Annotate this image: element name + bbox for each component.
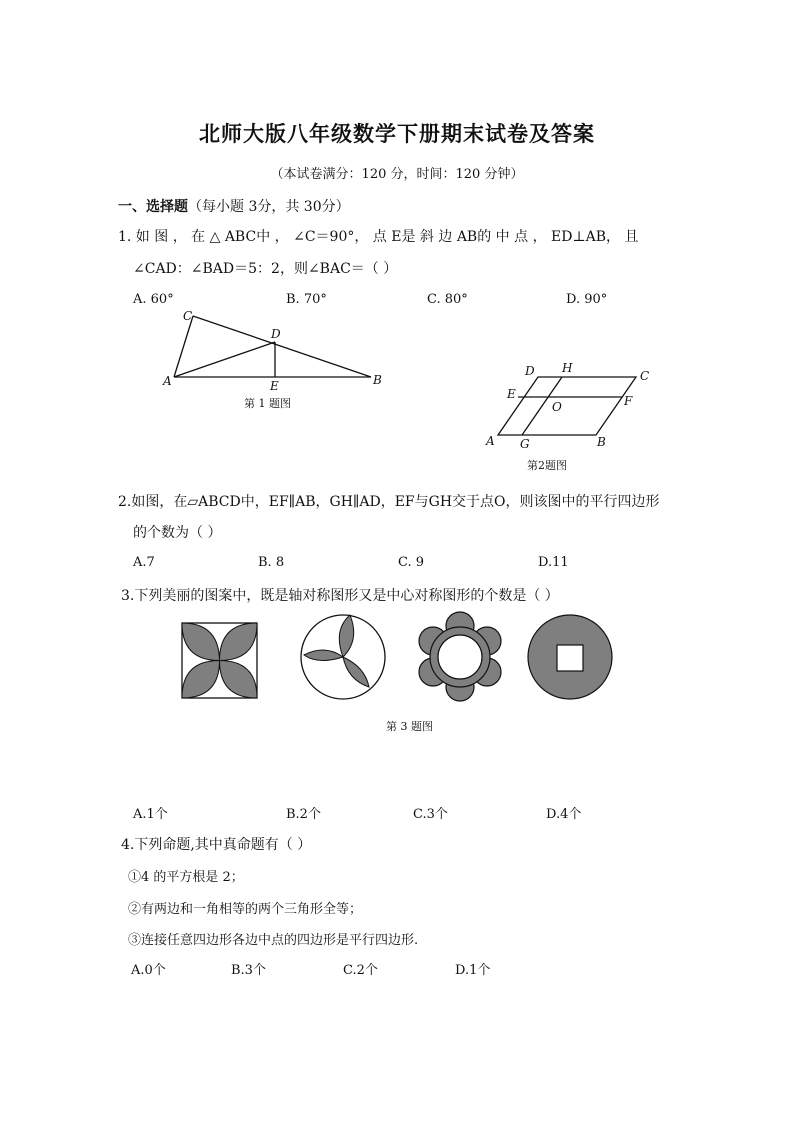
q2-option-c: C. 9 xyxy=(398,555,425,570)
q3-option-b: B.2个 xyxy=(286,807,321,822)
q4-option-d: D.1个 xyxy=(455,963,491,978)
seg-CA xyxy=(174,316,193,377)
label-C: C xyxy=(640,369,650,383)
q4-option-a: A.0个 xyxy=(131,963,166,978)
label-G: G xyxy=(520,437,530,451)
q4-line1: 4.下列命题,其中真命题有（ ） xyxy=(121,837,312,853)
section-heading xyxy=(118,196,350,216)
label-H: H xyxy=(562,361,573,375)
q1-option-c: C. 80° xyxy=(427,292,468,307)
q1-line1: 1. 如 图 ， 在 △ ABC中 ， ∠C＝90°， 点 E是 斜 边 AB的 中 点 ， ED⊥AB， 且 xyxy=(118,229,639,245)
pattern-flower xyxy=(419,612,501,701)
q2-option-d: D.11 xyxy=(538,555,569,570)
q1-option-a: A. 60° xyxy=(133,292,174,307)
label-B: B xyxy=(597,435,606,449)
q3-figure-caption: 第 3 题图 xyxy=(386,720,433,733)
page-title: 北师大版八年级数学下册期末试卷及答案 xyxy=(199,121,595,146)
label-D: D xyxy=(525,364,535,378)
pattern-square-petals xyxy=(182,623,257,698)
section-title: 一、选择题 xyxy=(118,199,188,215)
label-E: E xyxy=(270,379,279,393)
parallelogram-ABCD xyxy=(498,377,636,435)
q2-line1: 2.如图，在▱ABCD中，EF∥AB，GH∥AD，EF与GH交于点O，则该图中的平行四边形 xyxy=(118,494,660,510)
q1-option-d: D. 90° xyxy=(566,292,608,307)
label-B: B xyxy=(373,373,382,387)
q4-item-3: ③连接任意四边形各边中点的四边形是平行四边形. xyxy=(128,933,419,948)
q1-line2: ∠CAD：∠BAD＝5：2，则∠BAC＝（ ） xyxy=(133,261,398,277)
q2-option-b: B. 8 xyxy=(258,555,285,570)
seg-CB xyxy=(193,316,371,377)
q3-option-d: D.4个 xyxy=(546,807,582,822)
q4-item-1: ①4 的平方根是 2； xyxy=(128,870,244,885)
label-F: F xyxy=(624,394,633,408)
q3-option-c: C.3个 xyxy=(413,807,448,822)
label-C: C xyxy=(183,309,193,323)
exam-info: （本试卷满分：120 分，时间：120 分钟） xyxy=(270,167,524,182)
label-A: A xyxy=(163,374,172,388)
seg-AD xyxy=(174,342,275,377)
q4-option-b: B.3个 xyxy=(231,963,266,978)
q3-line1: 3.下列美丽的图案中，既是轴对称图形又是中心对称图形的个数是（ ） xyxy=(121,588,559,604)
q3-option-a: A.1个 xyxy=(133,807,168,822)
label-E: E xyxy=(507,387,516,401)
section-note: （每小题 3分，共 30分） xyxy=(188,199,350,215)
q2-figure-caption: 第2题图 xyxy=(527,459,567,472)
q4-option-c: C.2个 xyxy=(343,963,378,978)
label-D: D xyxy=(271,327,281,341)
seg-GH xyxy=(522,377,562,435)
label-A: A xyxy=(486,434,495,448)
q2-line2: 的个数为（ ） xyxy=(133,525,222,541)
q4-item-2: ②有两边和一角相等的两个三角形全等； xyxy=(128,902,363,917)
pattern-circle-petals xyxy=(301,615,385,699)
label-O: O xyxy=(552,400,562,414)
q1-figure-caption: 第 1 题图 xyxy=(244,397,291,410)
q1-option-b: B. 70° xyxy=(286,292,327,307)
pattern-coin xyxy=(528,615,612,699)
q2-option-a: A.7 xyxy=(133,555,155,570)
